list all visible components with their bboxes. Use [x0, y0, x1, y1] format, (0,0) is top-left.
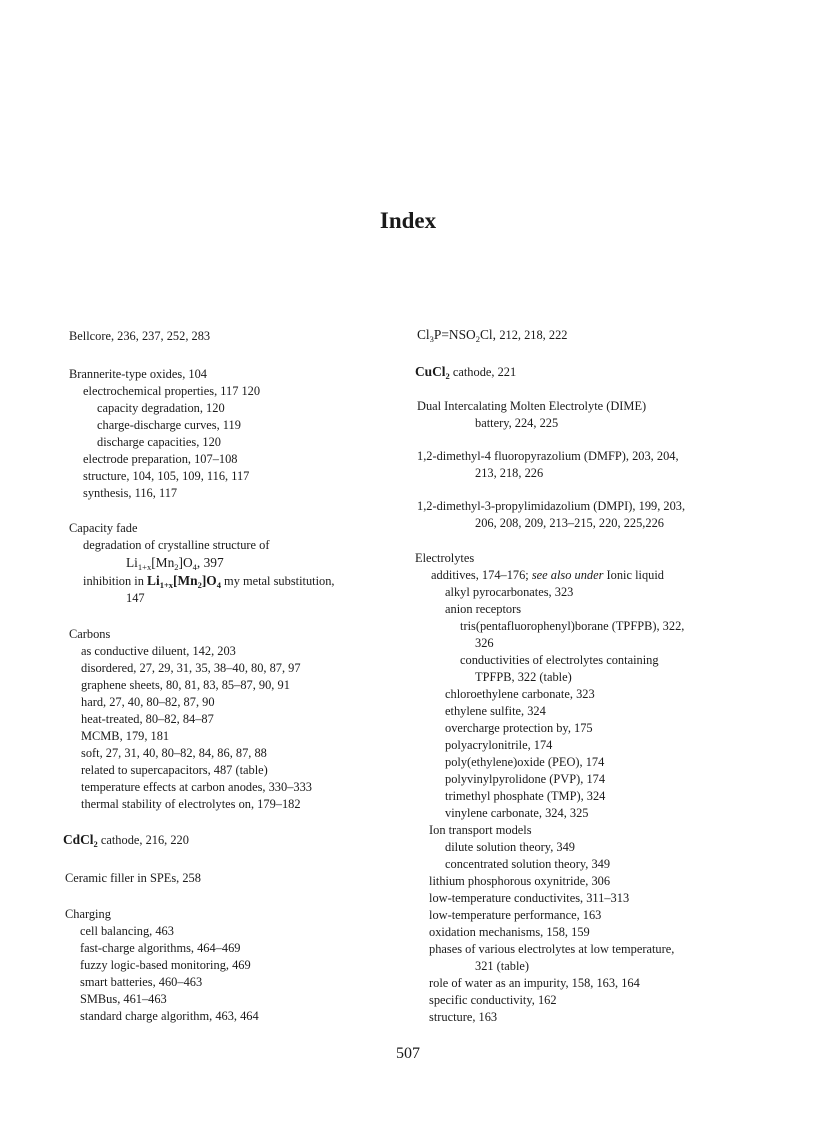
index-subentry: conductivities of electrolytes containing — [460, 653, 659, 667]
index-subentry: heat-treated, 80–82, 84–87 — [81, 712, 214, 726]
index-subentry: tris(pentafluorophenyl)borane (TPFPB), 322, — [460, 619, 685, 633]
index-subentry: trimethyl phosphate (TMP), 324 — [445, 789, 606, 803]
index-entry: Bellcore, 236, 237, 252, 283 — [69, 329, 211, 343]
index-subentry: synthesis, 116, 117 — [83, 486, 178, 500]
index-subentry: graphene sheets, 80, 81, 83, 85–87, 90, 91 — [81, 678, 290, 692]
index-entry: Ceramic filler in SPEs, 258 — [65, 871, 201, 885]
index-entry: Brannerite-type oxides, 104 — [69, 367, 207, 381]
index-subentry: anion receptors — [445, 602, 522, 616]
page-number: 507 — [396, 1045, 420, 1062]
index-continuation: 147 — [126, 591, 145, 605]
index-entry: Charging — [65, 907, 111, 921]
index-subentry: chloroethylene carbonate, 323 — [445, 687, 595, 701]
page-title: Index — [379, 208, 437, 233]
index-subentry: polyvinylpyrolidone (PVP), 174 — [445, 772, 606, 786]
index-subentry: low-temperature performance, 163 — [429, 908, 602, 922]
index-subentry: standard charge algorithm, 463, 464 — [80, 1009, 259, 1023]
index-subentry: additives, 174–176; see also under Ionic liquid — [431, 568, 665, 582]
index-subentry: polyacrylonitrile, 174 — [445, 738, 553, 752]
index-subentry: vinylene carbonate, 324, 325 — [445, 806, 589, 820]
index-subentry: disordered, 27, 29, 31, 35, 38–40, 80, 87, 97 — [81, 661, 301, 675]
index-subentry: related to supercapacitors, 487 (table) — [81, 763, 268, 777]
index-subentry: structure, 104, 105, 109, 116, 117 — [83, 469, 250, 483]
index-subentry: alkyl pyrocarbonates, 323 — [445, 585, 574, 599]
index-subentry: poly(ethylene)oxide (PEO), 174 — [445, 755, 605, 769]
index-subentry: cell balancing, 463 — [80, 924, 174, 938]
index-subentry: structure, 163 — [429, 1010, 498, 1024]
index-subentry: role of water as an impurity, 158, 163, 164 — [429, 976, 640, 990]
index-entry: Dual Intercalating Molten Electrolyte (DIME) — [417, 399, 647, 413]
index-subentry: hard, 27, 40, 80–82, 87, 90 — [81, 695, 215, 709]
index-subentry: thermal stability of electrolytes on, 179–182 — [81, 797, 301, 811]
index-continuation: 213, 218, 226 — [475, 466, 544, 480]
index-entry: 1,2-dimethyl-4 fluoropyrazolium (DMFP), 203, 204, — [417, 449, 679, 463]
index-subentry: soft, 27, 31, 40, 80–82, 84, 86, 87, 88 — [81, 746, 267, 760]
index-subentry: degradation of crystalline structure of — [83, 538, 270, 552]
index-subentry: oxidation mechanisms, 158, 159 — [429, 925, 590, 939]
index-subentry: temperature effects at carbon anodes, 330–333 — [81, 780, 312, 794]
index-entry: CdCl$_2$ cathode, 216, 220 — [63, 832, 189, 849]
index-subentry: specific conductivity, 162 — [429, 993, 557, 1007]
index-subentry: ethylene sulfite, 324 — [445, 704, 546, 718]
index-continuation: 321 (table) — [475, 959, 530, 973]
index-subentry: fast-charge algorithms, 464–469 — [80, 941, 241, 955]
index-entry: Carbons — [69, 627, 111, 641]
index-entry: CuCl$_2$ cathode, 221 — [415, 364, 517, 381]
index-subentry: concentrated solution theory, 349 — [445, 857, 611, 871]
index-subentry: fuzzy logic-based monitoring, 469 — [80, 958, 251, 972]
index-subentry: electrode preparation, 107–108 — [83, 452, 238, 466]
index-continuation: 206, 208, 209, 213–215, 220, 225,226 — [475, 516, 664, 530]
index-subentry: dilute solution theory, 349 — [445, 840, 575, 854]
index-formula-entry: $Cl_3P=NSO_2Cl$, 212, 218, 222 — [417, 327, 568, 344]
index-subentry: Ion transport models — [429, 823, 532, 837]
index-subentry: electrochemical properties, 117 120 — [83, 384, 261, 398]
index-subentry: as conductive diluent, 142, 203 — [81, 644, 236, 658]
index-formula-entry: $Li_{1+x}[Mn_2]O_4$, 397 — [126, 555, 224, 572]
index-subentry: SMBus, 461–463 — [80, 992, 167, 1006]
index-subentry: MCMB, 179, 181 — [81, 729, 170, 743]
index-entry: Capacity fade — [69, 521, 138, 535]
index-subentry: smart batteries, 460–463 — [80, 975, 203, 989]
index-subentry: discharge capacities, 120 — [97, 435, 221, 449]
index-subentry: low-temperature conductivites, 311–313 — [429, 891, 630, 905]
index-subentry: charge-discharge curves, 119 — [97, 418, 241, 432]
index-subentry: capacity degradation, 120 — [97, 401, 225, 415]
index-continuation: TPFPB, 322 (table) — [475, 670, 572, 684]
index-subentry: inhibition in $Li_{1+x}[Mn_2]O_4$ my metal substitution, — [83, 573, 335, 590]
index-continuation: 326 — [475, 636, 494, 650]
index-entry: 1,2-dimethyl-3-propylimidazolium (DMPI), 199, 203, — [417, 499, 686, 513]
index-subentry: overcharge protection by, 175 — [445, 721, 593, 735]
index-continuation: battery, 224, 225 — [475, 416, 559, 430]
index-subentry: phases of various electrolytes at low temperature, — [429, 942, 675, 956]
index-subentry: lithium phosphorous oxynitride, 306 — [429, 874, 611, 888]
index-entry: Electrolytes — [415, 551, 475, 565]
